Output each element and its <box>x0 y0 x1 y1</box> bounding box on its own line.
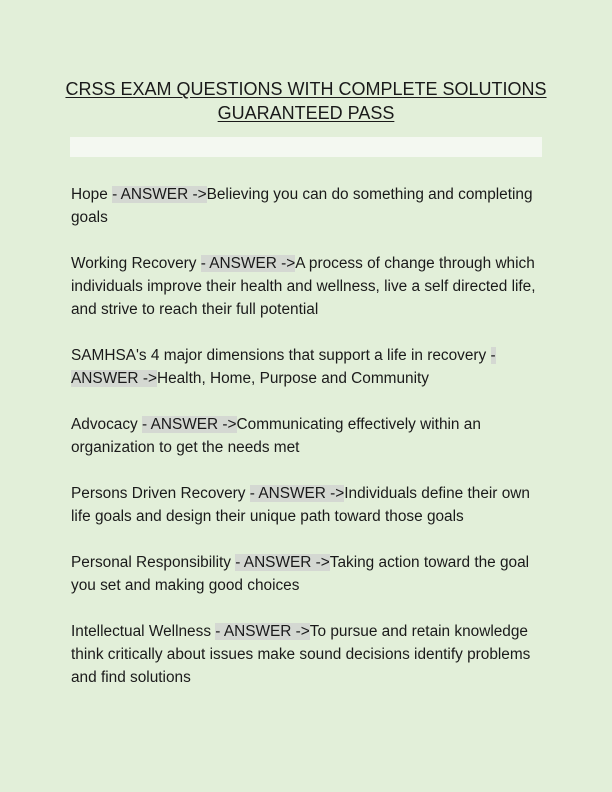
answer-tag: - ANSWER -> <box>71 347 496 387</box>
qa-term: Personal Responsibility <box>71 554 236 571</box>
answer-tag: - ANSWER -> <box>249 485 345 502</box>
qa-item <box>71 344 541 390</box>
qa-item <box>71 620 541 689</box>
answer-tag: - ANSWER -> <box>200 255 296 272</box>
document-title <box>60 77 552 125</box>
qa-definition: Communicating effectively within an organization to get the needs met <box>71 416 481 456</box>
answer-tag: - ANSWER -> <box>142 416 237 433</box>
qa-term: SAMHSA's 4 major dimensions that support a life in recovery <box>71 347 491 364</box>
qa-definition: Taking action toward the goal you set and making good choices <box>71 554 530 594</box>
qa-definition: Health, Home, Purpose and Community <box>156 370 429 387</box>
qa-term: Hope <box>71 186 113 203</box>
qa-list <box>71 183 541 712</box>
qa-item <box>71 482 541 528</box>
qa-definition: To pursue and retain knowledge think critically about issues make sound decisions identify problems and find solutions <box>71 623 531 686</box>
answer-tag: - ANSWER -> <box>112 186 207 203</box>
qa-item <box>71 252 541 321</box>
qa-item <box>71 413 541 459</box>
qa-term: Persons Driven Recovery <box>71 485 250 502</box>
qa-term: Working Recovery <box>71 255 201 272</box>
answer-tag: - ANSWER -> <box>215 623 310 640</box>
answer-tag: - ANSWER -> <box>235 554 330 571</box>
title-line-2: GUARANTEED PASS <box>217 103 395 123</box>
title-underbar <box>70 137 542 157</box>
title-line-1: CRSS EXAM QUESTIONS WITH COMPLETE SOLUTIONS <box>65 79 547 99</box>
qa-item <box>71 551 541 597</box>
qa-definition: Individuals define their own life goals and design their unique path toward those goals <box>71 485 530 525</box>
qa-item <box>71 183 541 229</box>
qa-definition: Believing you can do something and completing goals <box>71 186 533 226</box>
qa-term: Intellectual Wellness <box>71 623 216 640</box>
qa-term: Advocacy <box>71 416 143 433</box>
qa-definition: A process of change through which individuals improve their health and wellness, live a self directed life, and strive to reach their full potential <box>71 255 536 318</box>
